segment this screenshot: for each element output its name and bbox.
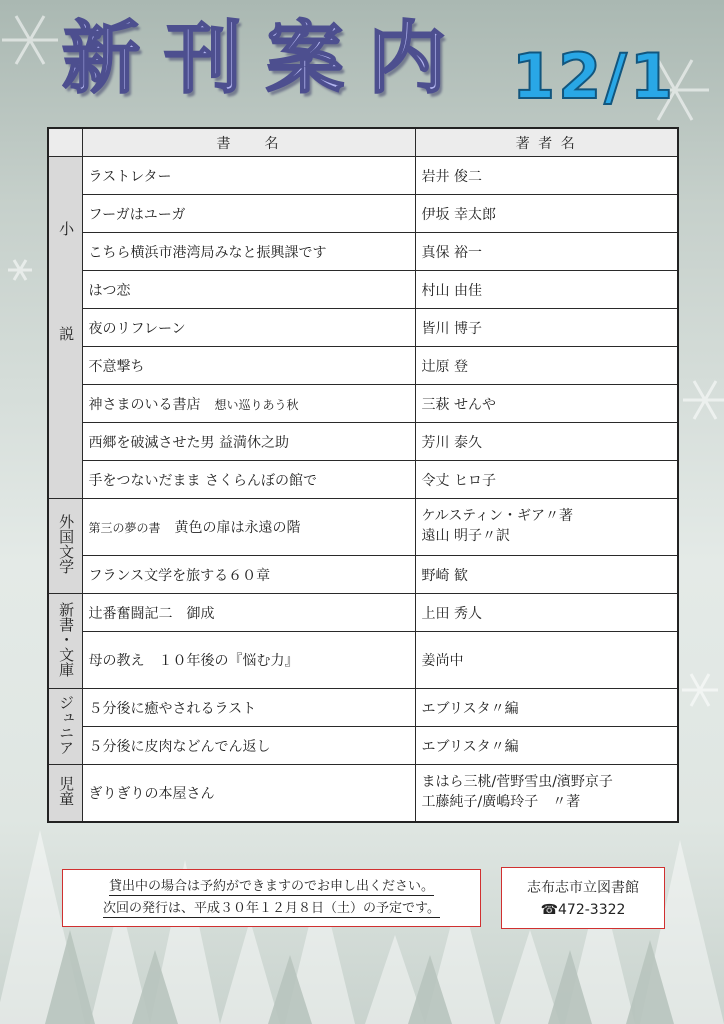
library-phone: ☎472-3322	[540, 902, 626, 918]
table-row	[48, 271, 678, 309]
book-title: 第三の夢の書 黄色の扉は永遠の階	[82, 499, 415, 556]
category-children: 児童	[48, 765, 82, 823]
table-row	[48, 461, 678, 499]
page-title: 新刊案内	[62, 14, 471, 104]
book-title: 手をつないだまま さくらんぼの館で	[82, 461, 415, 499]
book-title: 母の教え １０年後の『悩む力』	[82, 632, 415, 689]
book-series: 第三の夢の書	[88, 521, 161, 535]
category-junior: ジュニア	[48, 689, 82, 765]
table-row	[48, 556, 678, 594]
book-title: ぎりぎりの本屋さん	[82, 765, 415, 823]
book-title: 神さまのいる書店 想い巡りあう秋	[82, 385, 415, 423]
author-header: 著 者 名	[415, 128, 678, 157]
book-author: 辻原 登	[415, 347, 678, 385]
book-title-header: 書 名	[82, 128, 415, 157]
book-title: 不意撃ち	[82, 347, 415, 385]
book-title: フーガはユーガ	[82, 195, 415, 233]
notice-next-issue: 次回の発行は、平成３０年１２月８日（土）の予定です。	[103, 901, 440, 916]
table-row	[48, 499, 678, 556]
book-title: はつ恋	[82, 271, 415, 309]
table-header-row	[48, 128, 678, 157]
book-author: ケルスティン・ギア〃著 遠山 明子〃訳	[415, 499, 678, 556]
table-row	[48, 195, 678, 233]
book-title: 西郷を破滅させた男 益満休之助	[82, 423, 415, 461]
category-shinsho: 新書・文庫	[48, 594, 82, 689]
table-row	[48, 727, 678, 765]
book-author: 伊坂 幸太郎	[415, 195, 678, 233]
book-author: エブリスタ〃編	[415, 727, 678, 765]
category-novel: 小説	[48, 157, 82, 499]
book-author: 岩井 俊二	[415, 157, 678, 195]
table-row	[48, 385, 678, 423]
table-row	[48, 347, 678, 385]
table-row	[48, 594, 678, 632]
table-row	[48, 689, 678, 727]
table-row	[48, 157, 678, 195]
table-row	[48, 309, 678, 347]
book-title: ラストレター	[82, 157, 415, 195]
notice-box	[62, 869, 481, 927]
table-row	[48, 233, 678, 271]
book-author: 村山 由佳	[415, 271, 678, 309]
corner-cell	[48, 128, 82, 157]
table-row	[48, 632, 678, 689]
book-author: 真保 裕一	[415, 233, 678, 271]
book-title: 夜のリフレーン	[82, 309, 415, 347]
new-books-table	[47, 127, 679, 823]
table-row	[48, 765, 678, 823]
book-title: ５分後に皮肉などんでん返し	[82, 727, 415, 765]
notice-reservation: 貸出中の場合は予約ができますのでお申し出ください。	[108, 879, 434, 894]
book-author: 野崎 歓	[415, 556, 678, 594]
book-author: 芳川 泰久	[415, 423, 678, 461]
book-title: こちら横浜市港湾局みなと振興課です	[82, 233, 415, 271]
library-info-box	[501, 867, 665, 929]
book-author: まはら三桃/菅野雪虫/濱野京子 工藤純子/廣嶋玲子 〃著	[415, 765, 678, 823]
issue-date: 12/1	[512, 40, 677, 113]
book-author: 皆川 博子	[415, 309, 678, 347]
book-title: 辻番奮闘記二 御成	[82, 594, 415, 632]
book-subtitle: 想い巡りあう秋	[214, 397, 299, 412]
book-author: 三萩 せんや	[415, 385, 678, 423]
category-foreign: 外国文学	[48, 499, 82, 594]
book-title: フランス文学を旅する６０章	[82, 556, 415, 594]
book-author: 令丈 ヒロ子	[415, 461, 678, 499]
table-row	[48, 423, 678, 461]
book-author: 姜尚中	[415, 632, 678, 689]
library-name: 志布志市立図書館	[527, 880, 639, 896]
book-author: 上田 秀人	[415, 594, 678, 632]
book-author: エブリスタ〃編	[415, 689, 678, 727]
book-title: ５分後に癒やされるラスト	[82, 689, 415, 727]
